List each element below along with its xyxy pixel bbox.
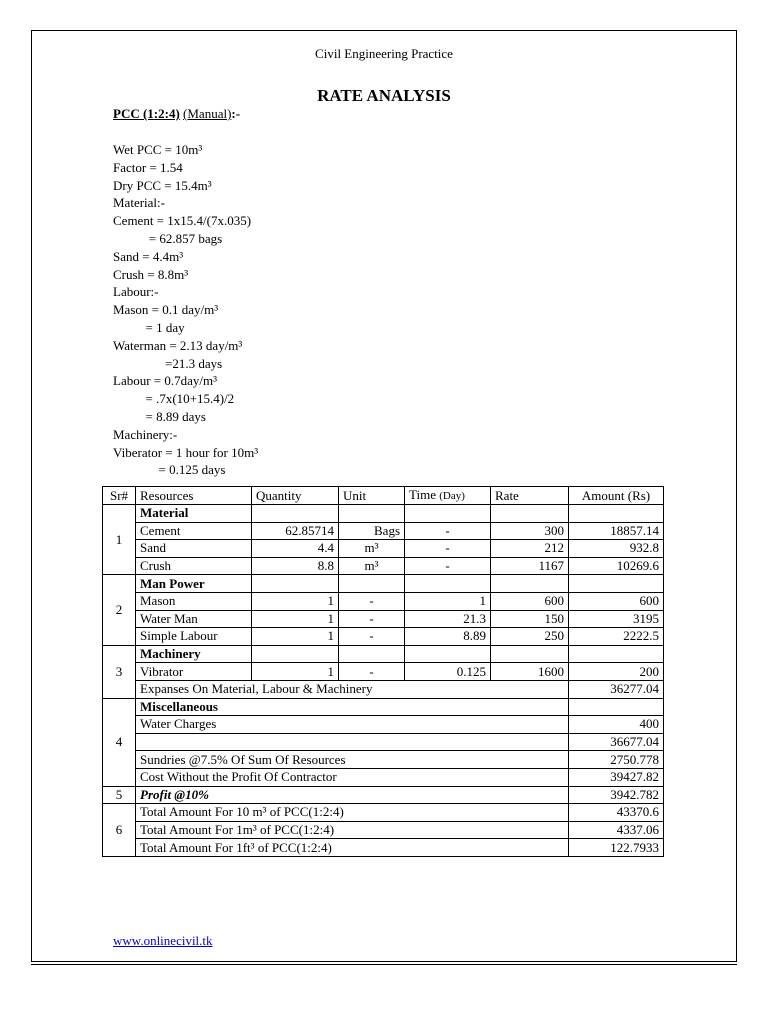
table-row [103, 663, 664, 681]
calc-line: Waterman = 2.13 day/m³ [113, 337, 243, 353]
calc-line: Machinery:- [113, 426, 178, 442]
total-value: 122.7933 [569, 839, 664, 857]
resource-cell: Simple Labour [136, 628, 252, 646]
amount-cell: 10269.6 [569, 557, 664, 575]
expanses-label: Expanses On Material, Labour & Machinery [136, 680, 569, 698]
quantity-cell: 8.8 [252, 557, 339, 575]
calc-line: = 0.125 days [113, 462, 226, 478]
sr-cell: 6 [103, 804, 136, 857]
profit-label: Profit @10% [136, 786, 569, 804]
resource-cell: Vibrator [136, 663, 252, 681]
quantity-cell: 1 [252, 610, 339, 628]
header-time: Time [409, 487, 436, 502]
total-label: Total Amount For 10 m³ of PCC(1:2:4) [136, 804, 569, 822]
subtitle-main: PCC (1:2:4) [113, 106, 180, 121]
section-subtitle [113, 106, 240, 122]
quantity-cell: 1 [252, 628, 339, 646]
calc-line: Labour:- [113, 284, 159, 300]
table-row [103, 575, 664, 593]
calc-line: =21.3 days [113, 355, 223, 371]
table-row [103, 610, 664, 628]
amount-cell: 18857.14 [569, 522, 664, 540]
rate-cell: 150 [491, 610, 569, 628]
unit-cell: Bags [339, 522, 405, 540]
unit-cell: - [339, 610, 405, 628]
amount-cell: 200 [569, 663, 664, 681]
header-cell: Amount (Rs) [569, 487, 664, 505]
amount-cell: 932.8 [569, 540, 664, 558]
total-label: Total Amount For 1m³ of PCC(1:2:4) [136, 821, 569, 839]
page-title: RATE ANALYSIS [317, 86, 451, 105]
page-border-bottom [31, 964, 737, 965]
total-label: Total Amount For 1ft³ of PCC(1:2:4) [136, 839, 569, 857]
unit-cell: - [339, 663, 405, 681]
calc-line: = .7x(10+15.4)/2 [113, 391, 235, 407]
calc-line: Sand = 4.4m³ [113, 248, 184, 264]
sundries-value: 2750.778 [569, 751, 664, 769]
resource-cell: Sand [136, 540, 252, 558]
rate-table [102, 486, 664, 857]
calc-line: Cement = 1x15.4/(7x.035) [113, 213, 252, 229]
cost-label: Cost Without the Profit Of Contractor [136, 768, 569, 786]
time-cell: 0.125 [405, 663, 491, 681]
subtotal-value: 36677.04 [569, 733, 664, 751]
total-value: 4337.06 [569, 821, 664, 839]
rate-cell: 250 [491, 628, 569, 646]
quantity-cell: 1 [252, 592, 339, 610]
subtitle-mode: (Manual) [183, 106, 232, 121]
table-row [103, 804, 664, 822]
water-charges-label: Water Charges [136, 716, 569, 734]
amount-cell: 3195 [569, 610, 664, 628]
unit-cell: m³ [339, 557, 405, 575]
calc-line: = 62.857 bags [113, 230, 223, 246]
table-header-row [103, 487, 664, 505]
footer-link[interactable]: www.onlinecivil.tk [113, 933, 213, 948]
group-heading: Machinery [136, 645, 252, 663]
group-heading: Material [136, 505, 252, 523]
header-cell: Unit [339, 487, 405, 505]
table-row [103, 768, 664, 786]
rate-cell: 212 [491, 540, 569, 558]
header-cell: Rate [491, 487, 569, 505]
calculation-block [113, 141, 258, 479]
table-row [103, 592, 664, 610]
cost-value: 39427.82 [569, 768, 664, 786]
sr-cell: 4 [103, 698, 136, 786]
sr-cell: 1 [103, 505, 136, 575]
table-row [103, 786, 664, 804]
table-row [103, 645, 664, 663]
header-cell: Quantity [252, 487, 339, 505]
calc-line: Wet PCC = 10m³ [113, 142, 203, 157]
header-time-unit: (Day) [439, 490, 465, 502]
table-row [103, 557, 664, 575]
calc-line: Mason = 0.1 day/m³ [113, 302, 219, 318]
table-row [103, 522, 664, 540]
table-row [103, 680, 664, 698]
calc-line: Material:- [113, 195, 165, 211]
total-value: 43370.6 [569, 804, 664, 822]
unit-cell: - [339, 628, 405, 646]
resource-cell: Crush [136, 557, 252, 575]
table-row [103, 540, 664, 558]
amount-cell: 600 [569, 592, 664, 610]
calc-line: Dry PCC = 15.4m³ [113, 177, 212, 193]
table-row [103, 505, 664, 523]
resource-cell: Cement [136, 522, 252, 540]
quantity-cell: 62.85714 [252, 522, 339, 540]
header-cell [405, 487, 491, 505]
profit-value: 3942.782 [569, 786, 664, 804]
calc-line: Crush = 8.8m³ [113, 266, 189, 282]
header-cell: Resources [136, 487, 252, 505]
table-row [103, 839, 664, 857]
group-heading: Miscellaneous [136, 698, 569, 716]
rate-cell: 1600 [491, 663, 569, 681]
sr-cell: 2 [103, 575, 136, 645]
calc-line: Viberator = 1 hour for 10m³ [113, 444, 259, 460]
subtitle-suffix: :- [231, 106, 241, 121]
rate-cell: 1167 [491, 557, 569, 575]
expanses-value: 36277.04 [569, 680, 664, 698]
time-cell: 8.89 [405, 628, 491, 646]
table-row [103, 628, 664, 646]
resource-cell: Mason [136, 592, 252, 610]
calc-line: = 1 day [113, 319, 185, 335]
table-row [103, 698, 664, 716]
calc-line: Factor = 1.54 [113, 159, 183, 175]
table-row [103, 821, 664, 839]
table-row [103, 733, 664, 751]
quantity-cell: 4.4 [252, 540, 339, 558]
resource-cell: Water Man [136, 610, 252, 628]
page-header: Civil Engineering Practice [315, 46, 453, 61]
water-charges-value: 400 [569, 716, 664, 734]
rate-cell: 600 [491, 592, 569, 610]
time-cell: 21.3 [405, 610, 491, 628]
calc-line: Labour = 0.7day/m³ [113, 373, 218, 389]
calc-line: = 8.89 days [113, 408, 206, 424]
header-cell: Sr# [103, 487, 136, 505]
sr-cell: 5 [103, 786, 136, 804]
time-cell: - [405, 557, 491, 575]
group-heading: Man Power [136, 575, 252, 593]
rate-cell: 300 [491, 522, 569, 540]
time-cell: - [405, 522, 491, 540]
sr-cell: 3 [103, 645, 136, 698]
table-row [103, 751, 664, 769]
unit-cell: m³ [339, 540, 405, 558]
unit-cell: - [339, 592, 405, 610]
table-row [103, 716, 664, 734]
amount-cell: 2222.5 [569, 628, 664, 646]
time-cell: - [405, 540, 491, 558]
time-cell: 1 [405, 592, 491, 610]
sundries-label: Sundries @7.5% Of Sum Of Resources [136, 751, 569, 769]
quantity-cell: 1 [252, 663, 339, 681]
